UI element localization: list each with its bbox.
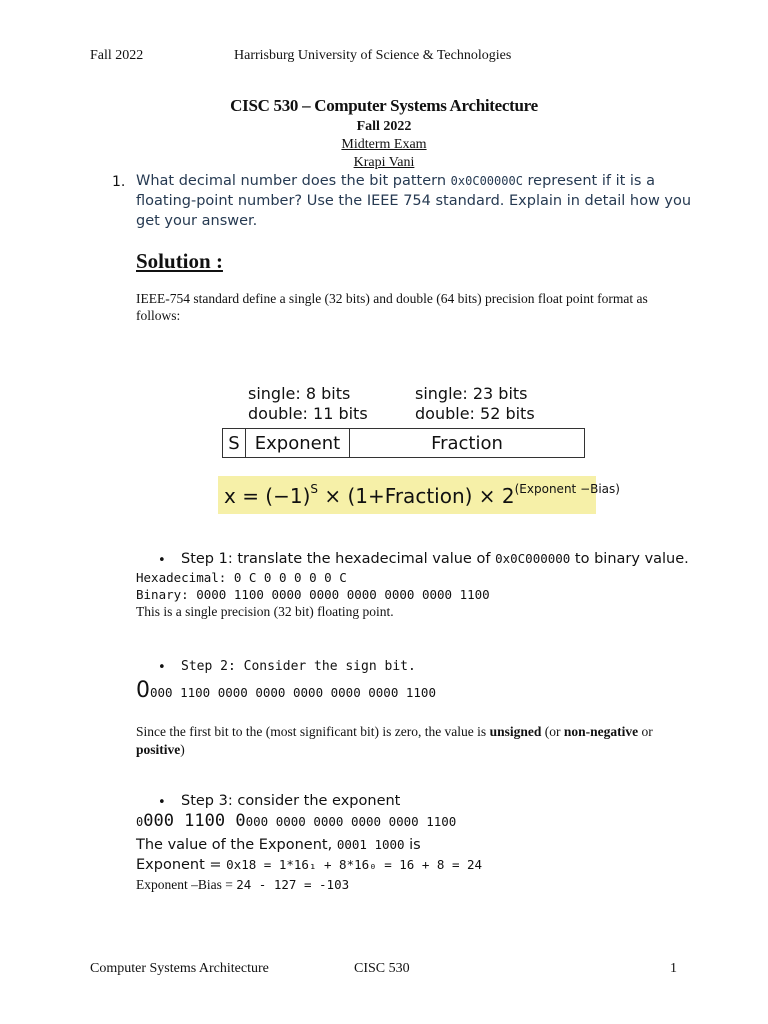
step2-rest-bits: 000 1100 0000 0000 0000 0000 0000 1100 bbox=[150, 685, 436, 700]
step3-exponent-line bbox=[136, 857, 482, 873]
step1-note: This is a single precision (32 bit) floating point. bbox=[136, 604, 394, 619]
solution-heading: Solution : bbox=[136, 249, 223, 273]
question-text-after: represent if it is a floating-point number? Use the IEEE 754 standard. Explain in detail how you get your answer. bbox=[136, 173, 692, 229]
fraction-cell: Fraction bbox=[431, 432, 503, 454]
bit-layout-box bbox=[222, 428, 585, 458]
step2-text: Step 2: Consider the sign bit. bbox=[181, 659, 416, 674]
step1-bullet: • bbox=[158, 553, 166, 568]
step2-bold-unsigned: unsigned bbox=[489, 724, 542, 739]
sign-cell: S bbox=[223, 429, 246, 457]
step3-value-code: 0001 1000 bbox=[336, 837, 405, 852]
step2-bold-positive: positive bbox=[136, 742, 181, 757]
step2-expl-before: Since the first bit to the (most significant bit) is zero, the value is bbox=[136, 724, 490, 739]
formula-mid: × (1+Fraction) × 2 bbox=[318, 484, 515, 508]
exp-double-label: double: 11 bits bbox=[248, 404, 368, 423]
footer-course-name: Computer Systems Architecture bbox=[90, 961, 269, 976]
step2-bits bbox=[136, 678, 436, 703]
step2-explanation bbox=[136, 723, 681, 759]
step3-bullet: • bbox=[158, 795, 166, 810]
formula-sup-exp: (Exponent −Bias) bbox=[514, 482, 620, 496]
question-code: 0x0C00000C bbox=[450, 174, 523, 188]
footer-page-number: 1 bbox=[670, 961, 677, 976]
step3-bias-code: 24 - 127 = -103 bbox=[236, 877, 350, 892]
step1-hex-line: Hexadecimal: 0 C 0 0 0 0 0 C bbox=[136, 570, 347, 585]
step1-text-before: Step 1: translate the hexadecimal value of bbox=[181, 551, 496, 567]
step1-code: 0x0C000000 bbox=[495, 551, 571, 566]
header-university: Harrisburg University of Science & Technologies bbox=[234, 48, 512, 63]
step3-text: Step 3: consider the exponent bbox=[181, 793, 401, 809]
step3-rest-bits: 000 0000 0000 0000 0000 1100 bbox=[245, 814, 457, 829]
step3-value-text: The value of the Exponent, bbox=[136, 837, 337, 853]
step2-expl-mid2: or bbox=[638, 724, 653, 739]
page-title: CISC 530 – Computer Systems Architecture bbox=[230, 96, 538, 115]
solution-intro: IEEE-754 standard define a single (32 bits) and double (64 bits) precision float point format as follows: bbox=[136, 291, 648, 323]
title-author: Krapi Vani bbox=[353, 155, 415, 170]
title-term: Fall 2022 bbox=[356, 119, 412, 134]
formula-sup-s: S bbox=[310, 482, 319, 496]
step3-exp-bits: 000 1100 0 bbox=[143, 811, 246, 831]
step1-bin-line: Binary: 0000 1100 0000 0000 0000 0000 0000 1100 bbox=[136, 587, 490, 602]
step1-text bbox=[181, 551, 689, 567]
step3-sign-bit: 0 bbox=[136, 815, 144, 829]
step2-bullet: • bbox=[158, 660, 166, 675]
frac-single-label: single: 23 bits bbox=[415, 384, 528, 403]
step3-bias-label: Exponent –Bias = bbox=[136, 877, 237, 892]
step3-value-line bbox=[136, 837, 421, 853]
step2-expl-end: ) bbox=[180, 742, 185, 757]
step2-expl-mid1: (or bbox=[541, 724, 564, 739]
title-exam: Midterm Exam bbox=[341, 137, 427, 152]
ieee-formula bbox=[224, 482, 620, 508]
step3-value-end: is bbox=[404, 837, 421, 853]
frac-double-label: double: 52 bits bbox=[415, 404, 535, 423]
step3-bits bbox=[136, 811, 456, 831]
step1-text-after: to binary value. bbox=[570, 551, 689, 567]
question-text-before: What decimal number does the bit pattern bbox=[136, 173, 451, 189]
formula-main: x = (−1) bbox=[224, 484, 311, 508]
footer-course-code: CISC 530 bbox=[354, 961, 410, 976]
exp-single-label: single: 8 bits bbox=[248, 384, 351, 403]
header-term: Fall 2022 bbox=[90, 48, 144, 63]
step2-first-bit: 0 bbox=[136, 678, 150, 703]
step3-bias-line bbox=[136, 877, 349, 893]
step3-exp-code: 0x18 = 1*16₁ + 8*16₀ = 16 + 8 = 24 bbox=[226, 857, 483, 872]
step3-exp-label: Exponent = bbox=[136, 857, 227, 873]
question-text bbox=[136, 171, 696, 231]
exponent-cell: Exponent bbox=[246, 429, 350, 457]
step2-bold-nonneg: non-negative bbox=[563, 724, 639, 739]
question-number: 1. bbox=[112, 174, 126, 190]
